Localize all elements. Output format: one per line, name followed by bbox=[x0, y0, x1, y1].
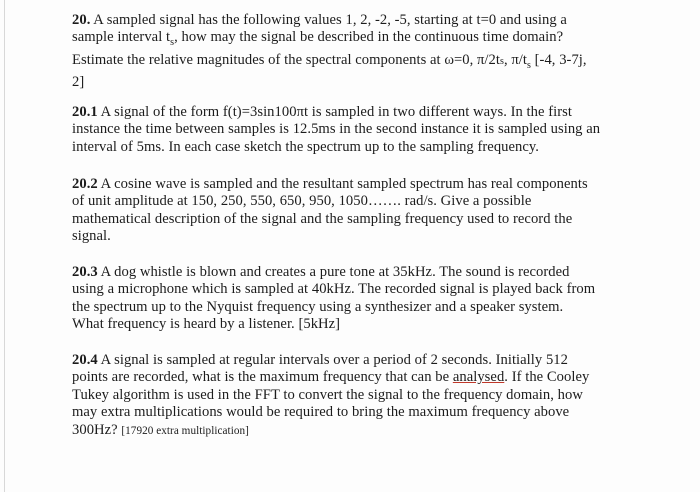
question-20-4 bbox=[72, 352, 589, 440]
question-20-1-line-2: instance the time between samples is 12.5ms in the second instance it is sampled using an bbox=[72, 121, 601, 138]
question-20-4-line-4: may extra multiplications would be required to bring the maximum frequency above bbox=[72, 404, 570, 421]
question-20-1 bbox=[72, 104, 600, 156]
question-20-1-line-3: interval of 5ms. In each case sketch the spectrum up to the sampling frequency. bbox=[72, 138, 540, 155]
question-20-number: 20. bbox=[72, 12, 91, 28]
question-20-4-line-3: Tukey algorithm is used in the FFT to convert the signal to the frequency domain, how bbox=[72, 386, 583, 403]
question-20-3-line-1: 20.3 A dog whistle is blown and creates a pure tone at 35kHz. The sound is recorded bbox=[72, 264, 570, 280]
question-20-2-line-1: 20.2 A cosine wave is sampled and the resultant sampled spectrum has real components bbox=[72, 176, 588, 192]
question-20-4-line-1: 20.4 A signal is sampled at regular intervals over a period of 2 seconds. Initially 512 bbox=[72, 352, 568, 368]
question-20-line-3: Estimate the relative magnitudes of the spectral components at ω=0, π/2ts, $\pi/t_s$ [-4, 3-7j, bbox=[72, 51, 587, 71]
spellcheck-underlined-word: analysed bbox=[452, 369, 505, 386]
question-20-2-line-3: mathematical description of the signal and the sampling frequency used to record the bbox=[72, 210, 573, 227]
question-20-3-line-2: using a microphone which is sampled at 40kHz. The recorded signal is played back from bbox=[72, 281, 596, 298]
question-20-2 bbox=[72, 176, 588, 246]
question-20-1-number: 20.1 bbox=[72, 104, 98, 120]
page-edge-divider bbox=[4, 0, 5, 492]
question-20-2-line-4: signal. bbox=[72, 228, 111, 245]
question-20-4-line-5: 300Hz? [17920 extra multiplication] bbox=[72, 421, 249, 438]
question-20-4-answer: [17920 extra multiplication] bbox=[121, 424, 249, 437]
question-20-2-number: 20.2 bbox=[72, 176, 98, 192]
question-20-4-line-2: points are recorded, what is the maximum frequency that can be analysed. If the Cooley bbox=[72, 369, 590, 386]
question-20-3-line-3: the spectrum up to the Nyquist frequency using a synthesizer and a speaker system. bbox=[72, 298, 564, 315]
question-20-3-line-4: What frequency is heard by a listener. [5kHz] bbox=[72, 316, 341, 333]
question-20-2-line-2: of unit amplitude at 150, 250, 550, 650, 950, 1050……. rad/s. Give a possible bbox=[72, 193, 532, 210]
question-20-3 bbox=[72, 264, 595, 334]
question-20-1-line-1: 20.1 A signal of the form f(t)=3sin100πt is sampled in two different ways. In the first bbox=[72, 104, 572, 120]
question-20-line-1: 20. A sampled signal has the following values 1, 2, -2, -5, starting at t=0 and using a bbox=[72, 12, 567, 28]
question-20-4-number: 20.4 bbox=[72, 352, 98, 368]
question-20-line-2: sample interval $t_s$, how may the signal be described in the continuous time domain? bbox=[72, 29, 564, 49]
question-20-line-4: 2] bbox=[72, 74, 85, 91]
question-20 bbox=[72, 12, 587, 91]
question-20-3-number: 20.3 bbox=[72, 264, 98, 280]
